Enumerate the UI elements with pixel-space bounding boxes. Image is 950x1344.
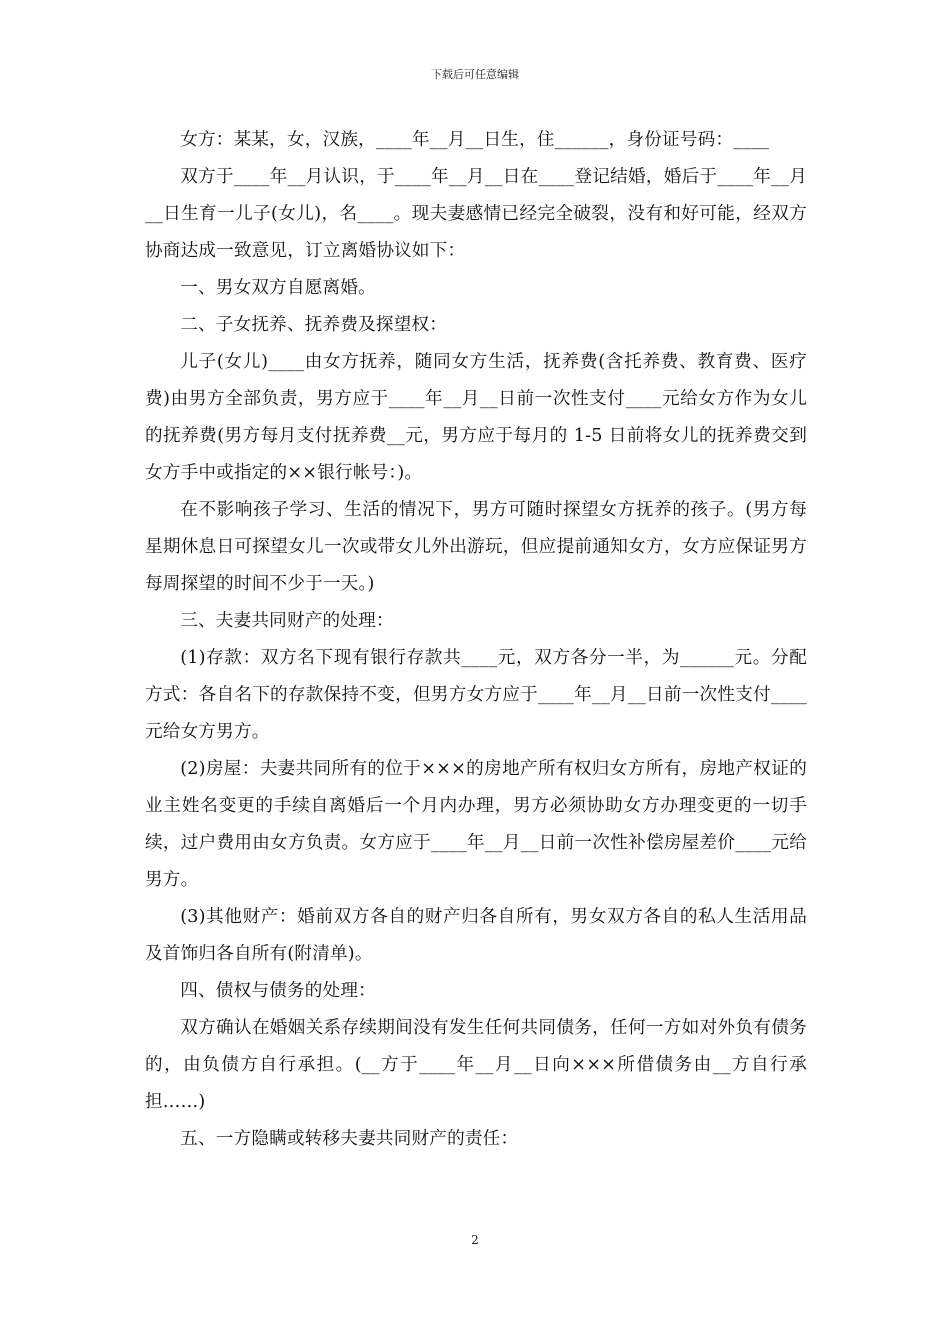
paragraph-clause-3-heading: 三、夫妻共同财产的处理： bbox=[180, 611, 394, 631]
paragraph-visitation: 在不影响孩子学习、生活的情况下，男方可随时探望女方抚养的孩子。(男方每星期休息日可探望女儿一次或带女儿外出游玩，但应提前通知女方，女方应保证男方每周探望的时间不少于一天。) bbox=[145, 500, 807, 594]
paragraph-deposits: (1)存款：双方名下现有银行存款共____元，双方各分一半，为______元。分配方式：各自名下的存款保持不变，但男方女方应于____年__月__日前一次性支付____元给女方男方。 bbox=[145, 648, 807, 742]
paragraph-clause-4-heading: 四、债权与债务的处理： bbox=[180, 981, 376, 1001]
paragraph-clause-5-heading: 五、一方隐瞒或转移夫妻共同财产的责任： bbox=[180, 1129, 519, 1149]
paragraph-child-support: 儿子(女儿)____由女方抚养，随同女方生活，抚养费(含托养费、教育费、医疗费)由男方全部负责，男方应于____年__月__日前一次性支付____元给女方作为女儿的抚养费(男方每月支付抚养费__元，男方应于每月的 1-5 日前将女儿的抚养费交到女方手中或指定的××银行帐号：)。 bbox=[145, 352, 807, 483]
paragraph-clause-1: 一、男女双方自愿离婚。 bbox=[180, 278, 376, 298]
document-body bbox=[145, 122, 807, 1158]
paragraph-wife-info: 女方：某某，女，汉族，____年__月__日生，住______，身份证号码：____ bbox=[180, 130, 770, 150]
paragraph-other-property: (3)其他财产：婚前双方各自的财产归各自所有，男女双方各自的私人生活用品及首饰归各自所有(附清单)。 bbox=[145, 907, 807, 964]
paragraph-debts: 双方确认在婚姻关系存续期间没有发生任何共同债务，任何一方如对外负有债务的，由负债方自行承担。(__方于____年__月__日向×××所借债务由__方自行承担……) bbox=[145, 1018, 807, 1112]
paragraph-clause-2-heading: 二、子女抚养、抚养费及探望权： bbox=[180, 315, 448, 335]
paragraph-marriage-info: 双方于____年__月认识，于____年__月__日在____登记结婚，婚后于____年__月__日生育一儿子(女儿)，名____。现夫妻感情已经完全破裂，没有和好可能，经双方协商达成一致意见，订立离婚协议如下： bbox=[145, 167, 807, 261]
paragraph-house: (2)房屋：夫妻共同所有的位于×××的房地产所有权归女方所有，房地产权证的业主姓名变更的手续自离婚后一个月内办理，男方必须协助女方办理变更的一切手续，过户费用由女方负责。女方应于____年__月__日前一次性补偿房屋差价____元给男方。 bbox=[145, 759, 807, 890]
page-number: 2 bbox=[471, 1233, 479, 1247]
page-header: 下载后可任意编辑 bbox=[431, 68, 519, 81]
